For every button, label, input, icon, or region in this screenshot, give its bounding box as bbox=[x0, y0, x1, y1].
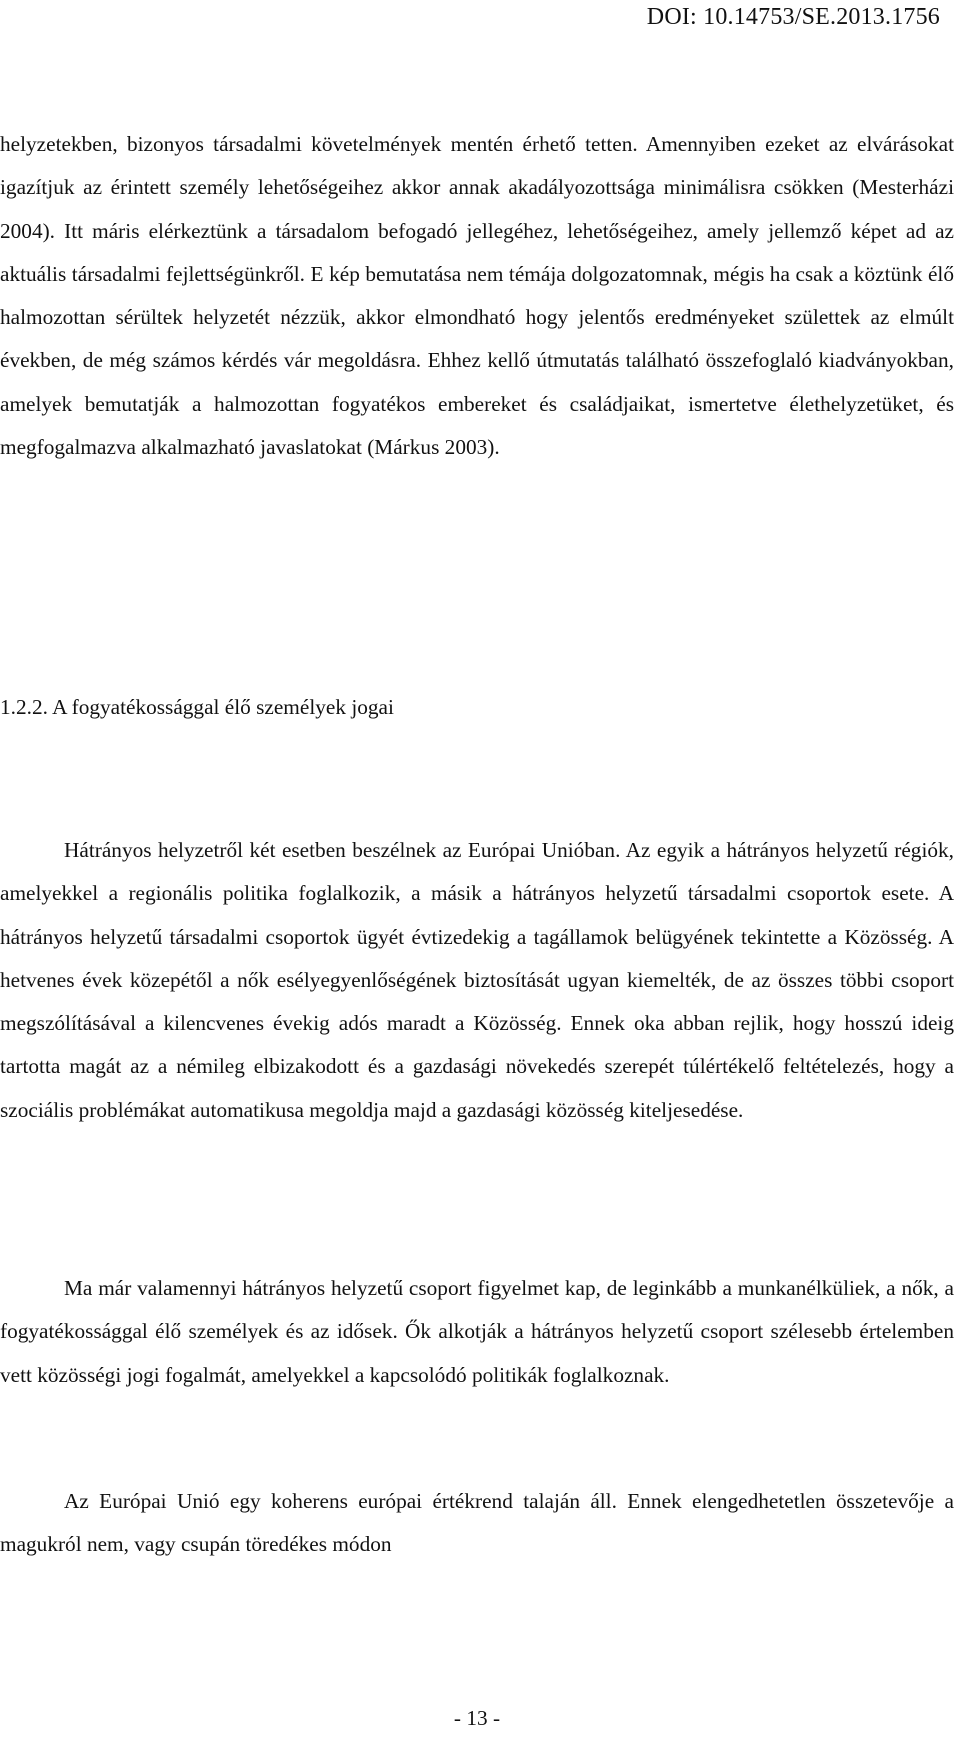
section-heading: 1.2.2. A fogyatékossággal élő személyek jogai bbox=[0, 695, 394, 719]
page-number: - 13 - bbox=[453, 1706, 501, 1730]
paragraph-intro: helyzetekben, bizonyos társadalmi követelmények mentén érhető tetten. Amennyiben ezeket az elvárásokat igazítjuk az érintett személy lehetőségeihez akkor annak akadályozottsága minimálisra csökken (Mesterházi 2004). Itt máris elérkeztünk a társadalom befogadó jellegéhez, lehetőségeihez, amely jellemző képet ad az aktuális társadalmi fejlettségünkről. E kép bemutatása nem témája dolgozatomnak, mégis ha csak a köztünk élő halmozottan sérültek helyzetét nézzük, akkor elmondható hogy jelentős eredményeket születtek az elmúlt években, de még számos kérdés vár megoldásra. Ehhez kellő útmutatás található összefoglaló kiadványokban, amelyek bemutatják a halmozottan fogyatékos embereket és családjaikat, ismertetve élethelyzetüket, és megfogalmazva alkalmazható javaslatokat (Márkus 2003). bbox=[0, 132, 954, 460]
paragraph-disadvantaged-groups: Ma már valamennyi hátrányos helyzetű csoport figyelmet kap, de leginkább a munkanélküliek, a nők, a fogyatékossággal élő személyek és az idősek. Ők alkotják a hátrányos helyzetű csoport szélesebb értelemben vett közösségi jogi fogalmát, amelyekkel a kapcsolódó politikák foglalkoznak. bbox=[0, 1276, 954, 1387]
paragraph-european-values: Az Európai Unió egy koherens európai értékrend talaján áll. Ennek elengedhetetlen összetevője a magukról nem, vagy csupán töredékes módon bbox=[0, 1489, 954, 1557]
doi-header: DOI: 10.14753/SE.2013.1756 bbox=[646, 4, 940, 30]
paragraph-disadvantaged-situation: Hátrányos helyzetről két esetben beszélnek az Európai Unióban. Az egyik a hátrányos helyzetű régiók, amelyekkel a regionális politika foglalkozik, a másik a hátrányos helyzetű társadalmi csoportok esete. A hátrányos helyzetű társadalmi csoportok ügyét évtizedekig a tagállamok belügyének tekintette a Közösség. A hetvenes évek közepétől a nők esélyegyenlőségének biztosítását ugyan kiemelték, de az összes többi csoport megszólításával a kilencvenes évekig adós maradt a Közösség. Ennek oka abban rejlik, hogy hosszú ideig tartotta magát az a némileg elbizakodott és a gazdasági növekedés szerepét túlértékelő feltételezés, hogy a szociális problémákat automatikusa megoldja majd a gazdasági közösség kiteljesedése. bbox=[0, 838, 954, 1122]
